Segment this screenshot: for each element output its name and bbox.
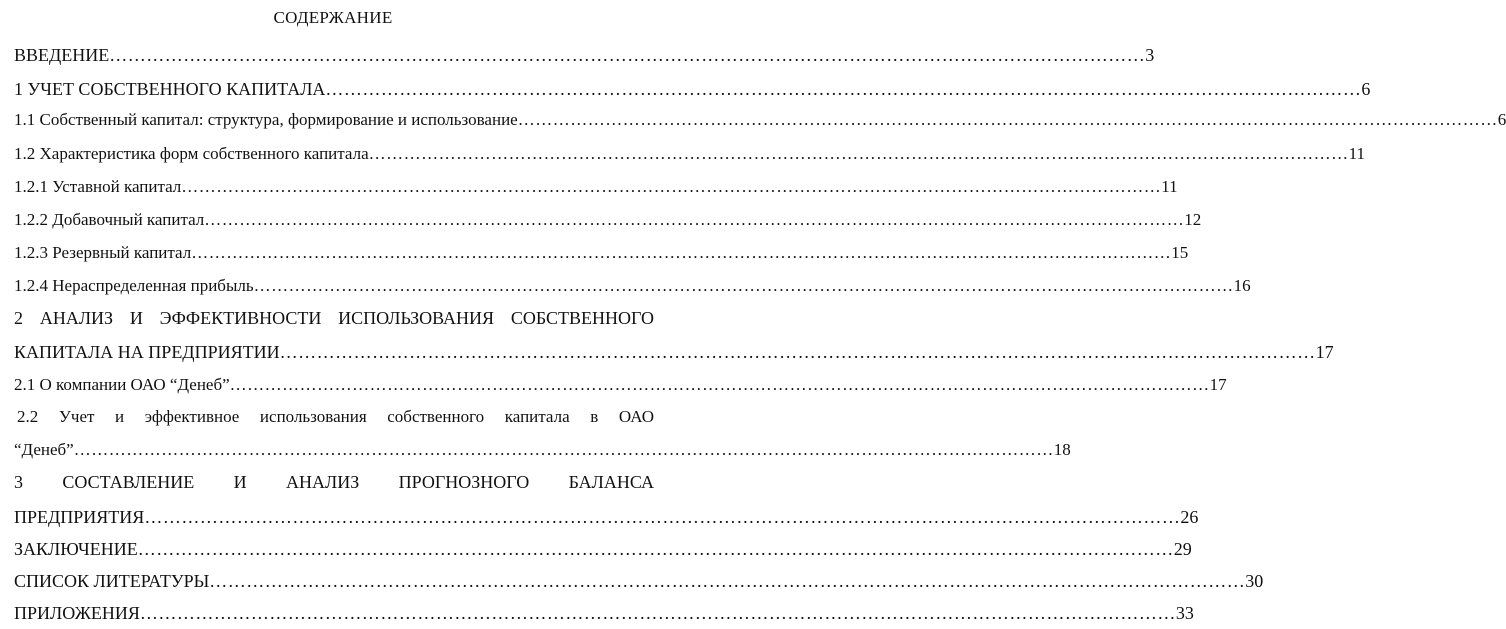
dot-leader: …………………………………………………………………………………………………………………………………………………… — [229, 375, 1210, 394]
toc-entry-page: 17 — [1315, 342, 1334, 362]
toc-entry-text: 1.2.3 Резервный капитал — [14, 243, 192, 262]
dot-leader: …………………………………………………………………………………………………………………………………………………… — [204, 210, 1185, 229]
toc-entry-text: 1.2.2 Добавочный капитал — [14, 210, 205, 229]
toc-entry-appendices[interactable] — [14, 602, 1194, 624]
toc-entry-page: 15 — [1171, 243, 1189, 262]
toc-entry-2-1[interactable] — [14, 374, 1227, 396]
dot-leader: …………………………………………………………………………………………………………………………………………………… — [191, 243, 1172, 262]
toc-entry-text: ЗАКЛЮЧЕНИЕ — [14, 539, 138, 559]
toc-entry-page: 11 — [1348, 144, 1366, 163]
toc-entry-page: 3 — [1145, 45, 1155, 65]
toc-entry-page: 18 — [1053, 440, 1071, 459]
toc-entry-1-2-1[interactable] — [14, 176, 1178, 198]
toc-entry-chapter-2[interactable] — [14, 341, 1334, 363]
toc-entry-page: 33 — [1175, 603, 1194, 623]
toc-entry-conclusion[interactable] — [14, 538, 1192, 560]
toc-entry-text: 1 УЧЕТ СОБСТВЕННОГО КАПИТАЛА — [14, 79, 326, 99]
toc-entry-text: ПРЕДПРИЯТИЯ — [14, 507, 145, 527]
toc-entry-page: 6 — [1361, 79, 1371, 99]
toc-entry-2-2[interactable] — [14, 439, 1071, 461]
toc-entry-page: 17 — [1209, 375, 1227, 394]
dot-leader: …………………………………………………………………………………………………………………………………………………… — [209, 571, 1246, 591]
toc-entry-text: 2.1 О компании ОАО “Денеб” — [14, 375, 230, 394]
dot-leader: …………………………………………………………………………………………………………………………………………………… — [181, 177, 1162, 196]
dot-leader: …………………………………………………………………………………………………………………………………………………… — [279, 342, 1316, 362]
dot-leader: …………………………………………………………………………………………………………………………………………………… — [325, 79, 1362, 99]
toc-entry-1-2-2[interactable] — [14, 209, 1202, 231]
dot-leader: …………………………………………………………………………………………………………………………………………………… — [73, 440, 1054, 459]
toc-entry-page: 11 — [1161, 177, 1178, 196]
toc-entry-references[interactable] — [14, 570, 1264, 592]
toc-entry-introduction[interactable] — [14, 44, 1155, 66]
toc-entry-text: 1.2 Характеристика форм собственного капитала — [14, 144, 369, 163]
dot-leader: …………………………………………………………………………………………………………………………………………………… — [253, 276, 1234, 295]
toc-entry-page: 6 — [1497, 110, 1506, 129]
toc-entry-chapter-2-line1[interactable]: 2 АНАЛИЗ И ЭФФЕКТИВНОСТИ ИСПОЛЬЗОВАНИЯ СОБСТВЕННОГО — [14, 308, 654, 328]
toc-entry-chapter-1[interactable] — [14, 78, 1371, 100]
toc-entry-page: 29 — [1173, 539, 1192, 559]
toc-entry-1-2-3[interactable] — [14, 242, 1189, 264]
toc-entry-text: СПИСОК ЛИТЕРАТУРЫ — [14, 571, 210, 591]
toc-entry-page: 30 — [1245, 571, 1264, 591]
toc-entry-page: 12 — [1184, 210, 1202, 229]
toc-entry-2-2-line1[interactable]: 2.2 Учет и эффективное использования собственного капитала в ОАО — [17, 407, 654, 426]
dot-leader: …………………………………………………………………………………………………………………………………………………… — [517, 110, 1498, 129]
toc-entry-1-1[interactable] — [14, 109, 1506, 131]
toc-entry-text: 1.2.4 Нераспределенная прибыль — [14, 276, 254, 295]
toc-entry-1-2-4[interactable] — [14, 275, 1251, 297]
toc-entry-text: 1.1 Собственный капитал: структура, формирование и использование — [14, 110, 518, 129]
toc-entry-page: 16 — [1233, 276, 1251, 295]
toc-entry-1-2[interactable] — [14, 143, 1366, 165]
dot-leader: …………………………………………………………………………………………………………………………………………………… — [144, 507, 1181, 527]
toc-entry-page: 26 — [1180, 507, 1199, 527]
toc-entry-text: 1.2.1 Уставной капитал — [14, 177, 182, 196]
toc-entry-chapter-3-line1[interactable]: 3 СОСТАВЛЕНИЕ И АНАЛИЗ ПРОГНОЗНОГО БАЛАНСА — [14, 472, 654, 492]
toc-entry-text: ВВЕДЕНИЕ — [14, 45, 110, 65]
toc-entry-text: “Денеб” — [14, 440, 74, 459]
toc-entry-text: ПРИЛОЖЕНИЯ — [14, 603, 140, 623]
dot-leader: …………………………………………………………………………………………………………………………………………………… — [137, 539, 1174, 559]
dot-leader: …………………………………………………………………………………………………………………………………………………… — [139, 603, 1176, 623]
toc-title: СОДЕРЖАНИЕ — [273, 8, 393, 27]
toc-entry-chapter-3[interactable] — [14, 506, 1199, 528]
toc-entry-text: КАПИТАЛА НА ПРЕДПРИЯТИИ — [14, 342, 280, 362]
dot-leader: …………………………………………………………………………………………………………………………………………………… — [368, 144, 1349, 163]
dot-leader: …………………………………………………………………………………………………………………………………………………… — [109, 45, 1146, 65]
